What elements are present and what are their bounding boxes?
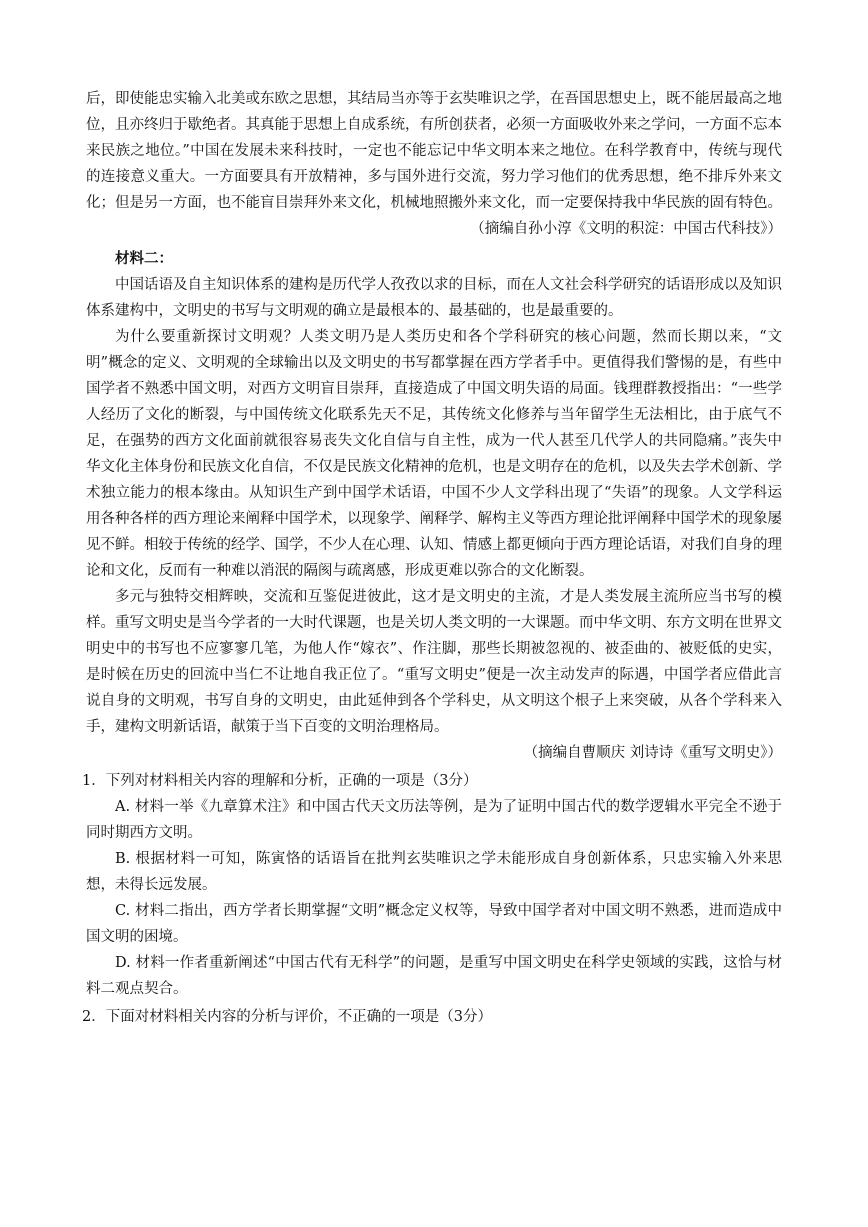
material-two-paragraph-3: 多元与独特交相辉映，交流和互鉴促进彼此，这才是文明史的主流，才是人类发展主流所应当书写的模样。重写文明史是当今学者的一大时代课题，也是关切人类文明的一大课题。而中华文明、东方文明在世界文明史中的书写也不应寥寥几笔，为他人作“嫁衣”、作注脚，那些长期被忽视的、被歪曲的、被贬低的史实，是时候在历史的回流中当仁不让地自我正位了。“重写文明史”便是一次主动发声的际遇，中国学者应借此言说自身的文明观，书写自身的文明史，由此延伸到各个学科史，从文明这个根子上来突破，从各个学科来入手，建构文明新话语，献策于当下百变的文明治理格局。 bbox=[86, 589, 782, 735]
material-two-source: （摘编自曹顺庆 刘诗诗《重写文明史》） bbox=[523, 745, 782, 761]
material-one-source: （摘编自孙小淳《文明的积淀：中国古代科技》） bbox=[470, 221, 782, 237]
material-one-tail-paragraph: 后，即使能忠实输入北美或东欧之思想，其结局当亦等于玄奘唯识之学，在吾国思想史上，既不能居最高之地位，且亦终归于歇绝者。其真能于思想上自成系统，有所创获者，必须一方面吸收外来之学问，一方面不忘本来民族之地位。”中国在发展未来科技时，一定也不能忘记中华文明本来之地位。在科学教育中，传统与现代的连接意义重大。一方面要具有开放精神，多与国外进行交流，努力学习他们的优秀思想，绝不排斥外来文化；但是另一方面，也不能盲目崇拜外来文化，机械地照搬外来文化，而一定要保持我中华民族的固有特色。 bbox=[86, 91, 782, 211]
question-1-option-a: A. 材料一举《九章算术注》和中国古代天文历法等例，是为了证明中国古代的数学逻辑水平完全不逊于同时期西方文明。 bbox=[86, 799, 782, 841]
question-2-stem: 2．下面对材料相关内容的分析与评价，不正确的一项是（3分） bbox=[82, 1009, 492, 1025]
question-1-stem: 1．下列对材料相关内容的理解和分析，正确的一项是（3分） bbox=[82, 773, 478, 789]
question-1-option-b: B. 根据材料一可知，陈寅恪的话语旨在批判玄奘唯识之学未能形成自身创新体系，只忠实输入外来思想，未得长远发展。 bbox=[86, 851, 782, 893]
question-1-option-c: C. 材料二指出，西方学者长期掌握“文明”概念定义权等，导致中国学者对中国文明不熟悉，进而造成中国文明的困境。 bbox=[86, 903, 782, 945]
material-two-paragraph-1: 中国话语及自主知识体系的建构是历代学人孜孜以求的目标，而在人文社会科学研究的话语形成以及知识体系建构中，文明史的书写与文明观的确立是最根本的、最基础的，也是最重要的。 bbox=[86, 277, 782, 319]
exam-page bbox=[82, 86, 782, 1030]
material-two-heading: 材料二： bbox=[115, 250, 173, 267]
question-1-option-d: D. 材料一作者重新阐述“中国古代有无科学”的问题，是重写中国文明史在科学史领域的实践，这恰与材料二观点契合。 bbox=[86, 955, 782, 997]
material-two-paragraph-2: 为什么要重新探讨文明观？人类文明乃是人类历史和各个学科研究的核心问题，然而长期以来，“文明”概念的定义、文明观的全球输出以及文明史的书写都掌握在西方学者手中。更值得我们警惕的是，有些中国学者不熟悉中国文明，对西方文明盲目崇拜，直接造成了中国文明失语的局面。钱理群教授指出：“一些学人经历了文化的断裂，与中国传统文化联系先天不足，其传统文化修养与当年留学生无法相比，由于底气不足，在强势的西方文化面前就很容易丧失文化自信与自主性，成为一代人甚至几代学人的共同隐痛。”丧失中华文化主体身份和民族文化自信，不仅是民族文化精神的危机，也是文明存在的危机，以及失去学术创新、学术独立能力的根本缘由。从知识生产到中国学术话语，中国不少人文学科出现了“失语”的现象。人文学科运用各种各样的西方理论来阐释中国学术，以现象学、阐释学、解构主义等西方理论批评阐释中国学术的现象屡见不鲜。相较于传统的经学、国学，不少人在心理、认知、情感上都更倾向于西方理论话语，对我们自身的理论和文化，反而有一种难以消泯的隔阂与疏离感，形成更难以弥合的文化断裂。 bbox=[86, 329, 782, 579]
